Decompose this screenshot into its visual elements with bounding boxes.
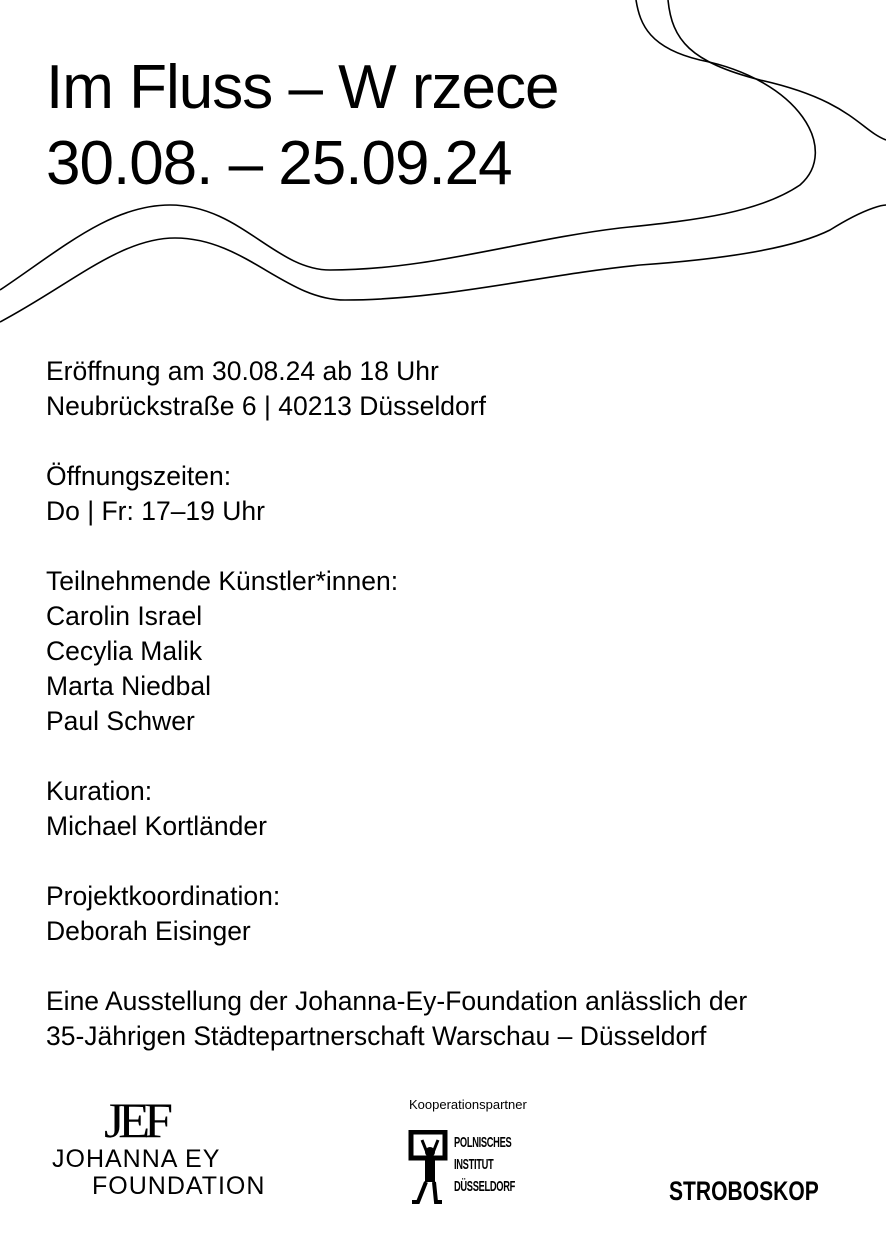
jef-name-line-2: FOUNDATION — [92, 1172, 266, 1200]
hours-heading: Öffnungszeiten: — [46, 461, 232, 491]
figure-carrying-frame-icon — [408, 1130, 450, 1206]
note-line-1: Eine Ausstellung der Johanna-Ey-Foundation anlässlich der — [46, 986, 748, 1016]
opening-hours — [46, 459, 846, 529]
title-name: Im Fluss – W rzece — [46, 53, 559, 122]
coordination-heading: Projektkoordination: — [46, 881, 281, 911]
coordination-info — [46, 879, 846, 949]
curator-name: Michael Kortländer — [46, 811, 267, 841]
jef-name-line-1: JOHANNA EY — [52, 1145, 221, 1173]
title-dates: 30.08. – 25.09.24 — [46, 129, 512, 198]
polish-institute-name — [454, 1132, 515, 1198]
hours-value: Do | Fr: 17–19 Uhr — [46, 496, 265, 526]
jef-monogram: JEF — [104, 1092, 167, 1148]
artist-name: Carolin Israel — [46, 601, 203, 631]
curation-heading: Kuration: — [46, 776, 153, 806]
exhibition-note — [46, 984, 846, 1054]
pi-line-3: DÜSSELDORF — [454, 1178, 515, 1195]
opening-info — [46, 354, 846, 424]
cooperation-partner-label: Kooperationspartner — [409, 1097, 527, 1112]
exhibition-details — [46, 354, 846, 1054]
artists-list — [46, 564, 846, 739]
polish-institute-logo — [408, 1130, 528, 1210]
pi-line-2: INSTITUT — [454, 1156, 494, 1173]
artist-name: Marta Niedbal — [46, 671, 211, 701]
artist-name: Cecylia Malik — [46, 636, 203, 666]
note-line-2: 35-Jährigen Städtepartnerschaft Warschau – Düsseldorf — [46, 1021, 707, 1051]
pi-line-1: POLNISCHES — [454, 1134, 512, 1151]
opening-date: Eröffnung am 30.08.24 ab 18 Uhr — [46, 356, 439, 386]
artist-name: Paul Schwer — [46, 706, 195, 736]
stroboskop-logo: STROBOSKOP — [669, 1176, 819, 1206]
artists-heading: Teilnehmende Künstler*innen: — [46, 566, 399, 596]
opening-address: Neubrückstraße 6 | 40213 Düsseldorf — [46, 391, 486, 421]
exhibition-title — [46, 50, 559, 202]
curation-info — [46, 774, 846, 844]
jef-logo — [52, 1094, 282, 1200]
coordinator-name: Deborah Eisinger — [46, 916, 251, 946]
